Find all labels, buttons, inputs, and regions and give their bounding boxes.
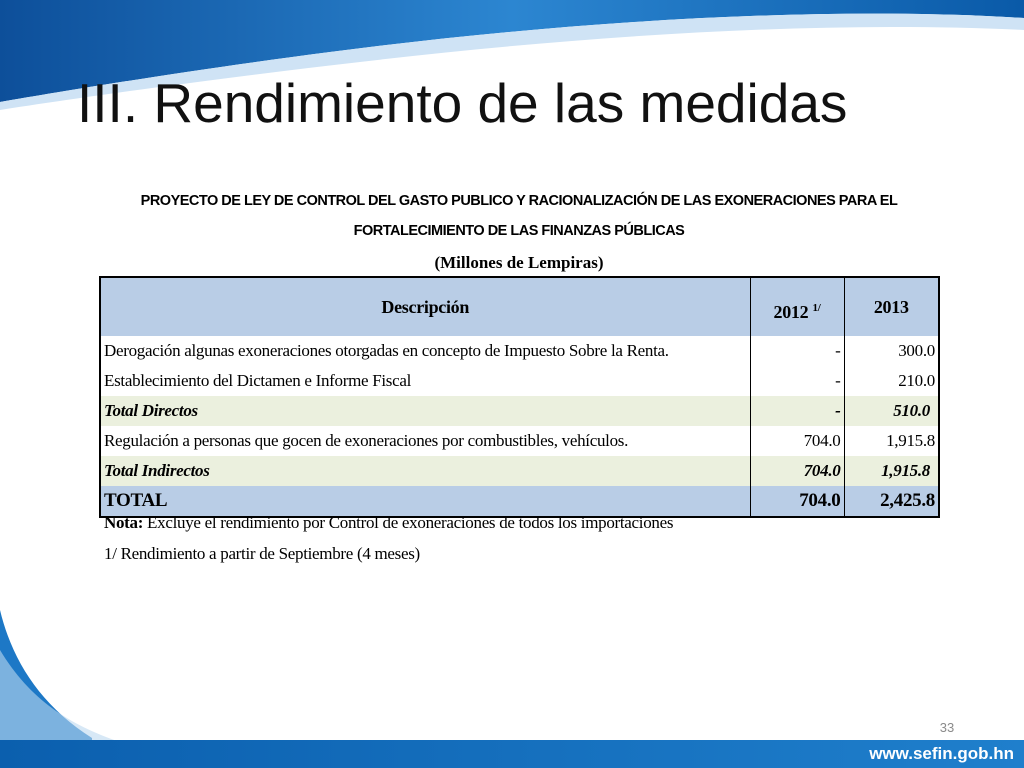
page-number: 33 [939, 720, 955, 735]
table-heading [100, 186, 938, 246]
row-value-2012: 704.0 [750, 486, 844, 517]
row-description: Total Indirectos [100, 456, 750, 486]
row-value-2012: - [750, 366, 844, 396]
note-text: Excluye el rendimiento por Control de exoneraciones de todos los importaciones [143, 513, 674, 532]
row-value-2012: - [750, 396, 844, 426]
table-row [100, 366, 939, 396]
row-value-2013: 1,915.8 [844, 456, 939, 486]
table-row [100, 336, 939, 366]
table-heading-line-1: PROYECTO DE LEY DE CONTROL DEL GASTO PUBLICO Y RACIONALIZACIÓN DE LAS EXONERACIONES PARA EL [140, 193, 898, 209]
row-value-2012: - [750, 336, 844, 366]
table-heading-line-2: FORTALECIMIENTO DE LAS FINANZAS PÚBLICAS [353, 223, 685, 239]
row-description: Regulación a personas que gocen de exoneraciones por combustibles, vehículos. [100, 426, 750, 456]
column-header-2013: 2013 [844, 277, 939, 336]
table-row [100, 426, 939, 456]
column-header-description: Descripción [100, 277, 750, 336]
row-value-2013: 300.0 [844, 336, 939, 366]
column-header-2012-label: 2012 [773, 301, 809, 322]
subtotal-row-directos [100, 396, 939, 426]
revenue-table [99, 276, 940, 518]
table-note [104, 510, 673, 536]
row-description: TOTAL [100, 486, 750, 517]
subtotal-row-indirectos [100, 456, 939, 486]
row-description: Establecimiento del Dictamen e Informe Fiscal [100, 366, 750, 396]
note-label: Nota: [104, 513, 144, 532]
row-description: Total Directos [100, 396, 750, 426]
row-value-2013: 2,425.8 [844, 486, 939, 517]
footer-url: www.sefin.gob.hn [869, 744, 1014, 763]
row-value-2012: 704.0 [750, 426, 844, 456]
table-units: (Millones de Lempiras) [434, 253, 604, 272]
row-value-2013: 1,915.8 [844, 426, 939, 456]
table-footnote: 1/ Rendimiento a partir de Septiembre (4 meses) [104, 544, 420, 563]
row-value-2012: 704.0 [750, 456, 844, 486]
column-header-2012-footnote: 1/ [812, 301, 821, 314]
table-header-row [100, 277, 939, 336]
row-value-2013: 210.0 [844, 366, 939, 396]
row-description: Derogación algunas exoneraciones otorgadas en concepto de Impuesto Sobre la Renta. [100, 336, 750, 366]
slide-title: III. Rendimiento de las medidas [77, 72, 848, 134]
column-header-2012 [750, 277, 844, 336]
row-value-2013: 510.0 [844, 396, 939, 426]
